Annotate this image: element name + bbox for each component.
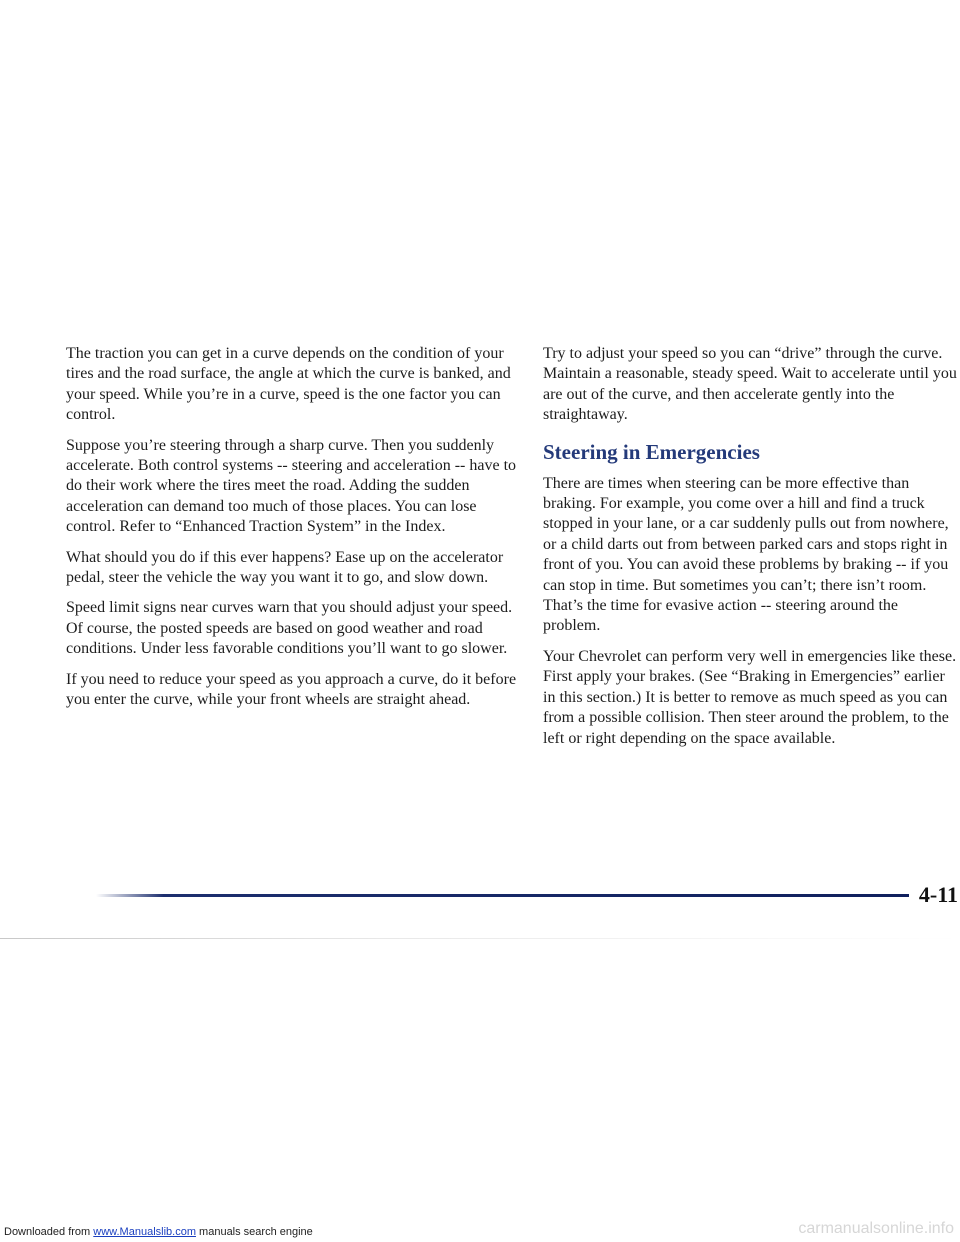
- page-bottom-divider: [0, 938, 960, 939]
- footer-rule: [96, 894, 941, 897]
- paragraph-speed-limit-signs: Speed limit signs near curves warn that you should adjust your speed. Of course, the posted speeds are based on good weather and road conditions. Under less favorable conditions you’ll want to go slower.: [66, 599, 513, 658]
- paragraph-reduce-speed: If you need to reduce your speed as you approach a curve, do it before you enter the curve, while your front wheels are straight ahead.: [66, 670, 517, 709]
- paragraph-what-to-do: What should you do if this ever happens? Ease up on the accelerator pedal, steer the vehicle the way you want it to go, and slow down.: [66, 548, 504, 587]
- footer-prefix: Downloaded from: [4, 1226, 91, 1238]
- paragraph-curve-traction: The traction you can get in a curve depends on the condition of your tires and the road surface, the angle at which the curve is banked, and your speed. While you’re in a curve, speed is the one factor you can control.: [66, 345, 511, 424]
- page-number: 4-11: [909, 882, 958, 908]
- watermark-text: carmanualsonline.info: [798, 1220, 954, 1237]
- footer-suffix: manuals search engine: [199, 1226, 313, 1238]
- paragraph-sharp-curve: Suppose you’re steering through a sharp curve. Then you suddenly accelerate. Both control systems -- steering and acceleration -- have to do their work where the tires meet the road. Adding the sudden acceleration can demand too much of those places. You can lose control. Refer to “Enhanced Traction System” in the Index.: [66, 436, 517, 536]
- left-column: [66, 344, 526, 721]
- paragraph-chevrolet-emergencies: Your Chevrolet can perform very well in emergencies like these. First apply your brakes. (See “Braking in Emergencies” earlier in this section.) It is better to remove as much speed as you can from a possible collision. Then steer around the problem, to the left or right depending on the space available.: [543, 647, 957, 747]
- paragraph-adjust-speed: Try to adjust your speed so you can “drive” through the curve. Maintain a reasonable, steady speed. Wait to accelerate until you are out of the curve, and then accelerate gently into the straightaway.: [543, 345, 957, 424]
- manualslib-link[interactable]: www.Manualslib.com: [93, 1226, 196, 1238]
- right-column: [543, 344, 958, 759]
- section-heading-steering-emergencies: Steering in Emergencies: [543, 439, 760, 464]
- paragraph-steering-vs-braking: There are times when steering can be more effective than braking. For example, you come over a hill and find a truck stopped in your lane, or a car suddenly pulls out from nowhere, or a child darts out from between parked cars and stops right in front of you. You can avoid these problems by braking -- if you can stop in time. But sometimes you can’t; there isn’t room. That’s the time for evasive action -- steering around the problem.: [543, 474, 949, 635]
- download-footer: [4, 1226, 313, 1238]
